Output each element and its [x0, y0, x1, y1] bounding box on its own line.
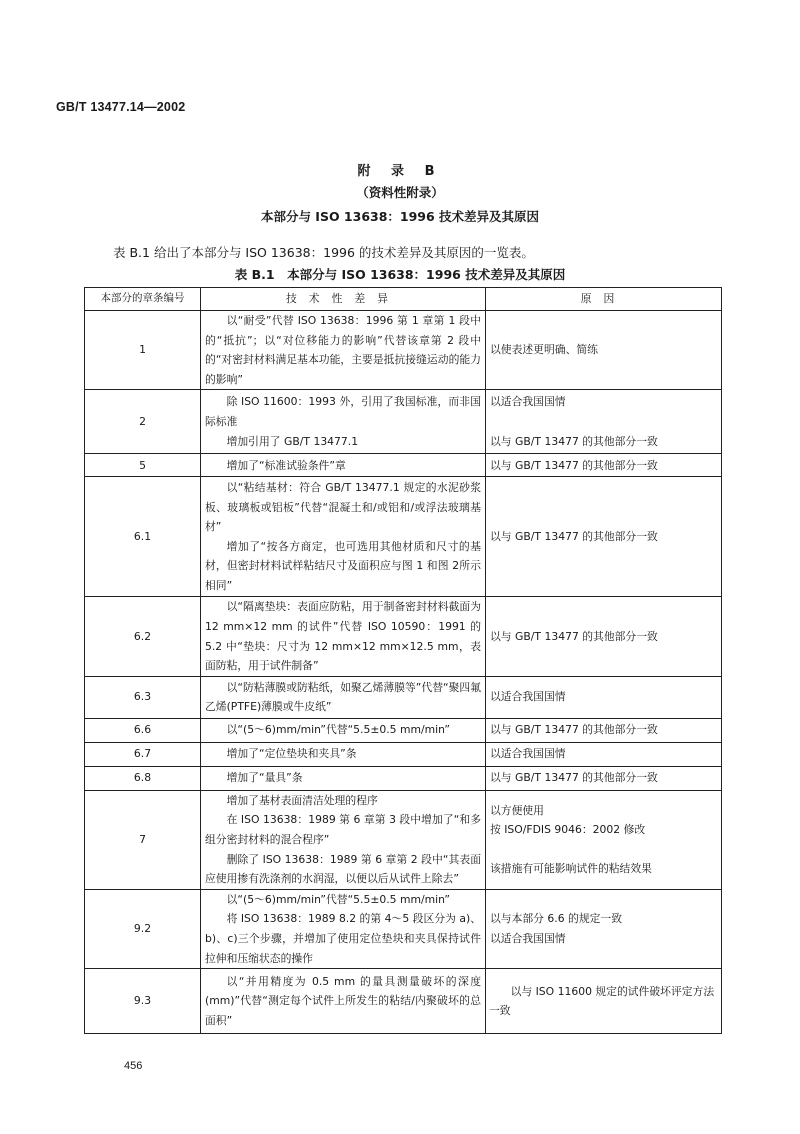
reason-line: 以与 GB/T 13477 的其他部分一致	[490, 458, 658, 472]
reason-line: 以与 GB/T 13477 的其他部分一致	[490, 723, 658, 737]
table-row	[85, 311, 722, 390]
technical-difference	[201, 718, 486, 742]
reason	[486, 454, 722, 477]
reason	[486, 597, 722, 676]
clause-number: 9.2	[85, 889, 201, 968]
table-row	[85, 454, 722, 477]
reason-line: 该措施有可能影响试件的粘结效果	[490, 862, 652, 876]
table-row	[85, 766, 722, 790]
technical-difference	[201, 889, 486, 968]
reason-line: 以适合我国国情	[490, 747, 566, 761]
table-row	[85, 390, 722, 454]
technical-differences-table	[84, 287, 722, 1034]
difference-paragraph: 除 ISO 11600：1993 外，引用了我国标准，而非国际标准	[205, 395, 481, 429]
appendix-heading: 本部分与 ISO 13638：1996 技术差异及其原因	[260, 209, 540, 224]
page-number: 456	[124, 1060, 143, 1072]
difference-paragraph: 增加了“量具”条	[226, 771, 303, 785]
column-header-difference: 技术性差异	[201, 288, 486, 311]
table-row	[85, 889, 722, 968]
technical-difference	[201, 742, 486, 766]
reason-line: 以适合我国国情	[490, 931, 566, 945]
difference-paragraph: 删除了 ISO 13638：1989 第 6 章第 2 段中“其表面应使用掺有洗涤剂的水润湿，以便以后从试件上除去”	[205, 852, 481, 886]
difference-paragraph: 将 ISO 13638：1989 8.2 的第 4～5 段区分为 a)、b)、c)三个步骤，并增加了使用定位垫块和夹具保持试件拉伸和压缩状态的操作	[205, 912, 481, 965]
clause-number: 6.3	[85, 676, 201, 718]
difference-paragraph: 以“防粘薄膜或防粘纸，如聚乙烯薄膜等”代替“聚四氟乙烯(PTFE)薄膜或牛皮纸”	[205, 680, 481, 714]
clause-number: 6.8	[85, 766, 201, 790]
difference-paragraph: 增加了“按各方商定，也可选用其他材质和尺寸的基材，但密封材料试样粘结尺寸及面积应与图 1 和图 2所示相同”	[205, 539, 481, 593]
table-caption: 表 B.1 本部分与 ISO 13638：1996 技术差异及其原因	[234, 267, 566, 282]
clause-number: 9.3	[85, 969, 201, 1034]
standard-code: GB/T 13477.14—2002	[56, 100, 186, 114]
technical-difference	[201, 676, 486, 718]
clause-number: 5	[85, 454, 201, 477]
table-row	[85, 969, 722, 1034]
difference-paragraph: 以“(5～6)mm/min”代替“5.5±0.5 mm/min”	[226, 892, 451, 906]
table-row	[85, 790, 722, 889]
reason	[486, 718, 722, 742]
reason	[486, 889, 722, 968]
difference-paragraph: 以“(5～6)mm/min”代替“5.5±0.5 mm/min”	[226, 723, 451, 737]
clause-number: 1	[85, 311, 201, 390]
technical-difference	[201, 311, 486, 390]
reason-line: 以适合我国国情	[490, 690, 566, 704]
difference-paragraph: 以“耐受”代替 ISO 13638：1996 第 1 章第 1 段中的“抵抗”；以“对位移能力的影响”代替该章第 2 段中的“对密封材料满足基本功能，主要是抵抗接缝运动的能力的影响”	[205, 314, 481, 386]
difference-paragraph: 在 ISO 13638：1989 第 6 章第 3 段中增加了“和多组分密封材料的混合程序”	[205, 813, 481, 846]
clause-number: 6.1	[85, 477, 201, 597]
reason	[486, 311, 722, 390]
column-header-clause: 本部分的章条编号	[85, 288, 201, 311]
technical-difference	[201, 390, 486, 454]
reason-line: 按 ISO/FDIS 9046：2002 修改	[490, 823, 646, 837]
reason-line: 以与 GB/T 13477 的其他部分一致	[490, 629, 658, 643]
difference-paragraph: 以“并用精度为 0.5 mm 的量具测量破坏的深度(mm)”代替“测定每个试件上所发生的粘结/内聚破坏的总面积”	[205, 974, 481, 1027]
reason-line: 以与 GB/T 13477 的其他部分一致	[490, 771, 658, 785]
reason-line: 以使表述更明确、简练	[490, 343, 598, 357]
difference-paragraph: 以“粘结基材：符合 GB/T 13477.1 规定的水泥砂浆板、玻璃板或铝板”代替“混凝土和/或铝和/或浮法玻璃基材”	[205, 481, 481, 534]
table-row	[85, 477, 722, 597]
reason	[486, 477, 722, 597]
reason	[486, 742, 722, 766]
table-row	[85, 597, 722, 676]
reason-line: 以适合我国国情	[490, 395, 566, 409]
technical-difference	[201, 597, 486, 676]
technical-difference	[201, 766, 486, 790]
column-header-reason: 原因	[486, 288, 722, 311]
clause-number: 6.6	[85, 718, 201, 742]
intro-paragraph: 表 B.1 给出了本部分与 ISO 13638：1996 的技术差异及其原因的一览表。	[113, 245, 534, 260]
clause-number: 7	[85, 790, 201, 889]
reason-spacer	[490, 840, 717, 860]
reason	[486, 676, 722, 718]
reason	[486, 969, 722, 1034]
reason-spacer	[490, 412, 717, 432]
table-row	[85, 742, 722, 766]
difference-paragraph: 增加引用了 GB/T 13477.1	[226, 434, 359, 448]
technical-difference	[201, 969, 486, 1034]
table-row	[85, 718, 722, 742]
appendix-title: 附 录 B	[357, 164, 443, 179]
reason-line: 以与 GB/T 13477 的其他部分一致	[490, 530, 658, 544]
reason-line: 以与本部分 6.6 的规定一致	[490, 912, 623, 926]
table-header-row	[85, 288, 722, 311]
clause-number: 6.2	[85, 597, 201, 676]
difference-paragraph: 增加了“定位垫块和夹具”条	[226, 747, 357, 761]
reason	[486, 390, 722, 454]
technical-difference	[201, 790, 486, 889]
difference-paragraph: 以“隔离垫块：表面应防粘，用于制备密封材料截面为 12 mm×12 mm 的试件”代替 ISO 10590：1991 的 5.2 中“垫块：尺寸为 12 mm×12 mm×12.5 mm，表面防粘，用于试件制备”	[205, 600, 481, 673]
reason	[486, 766, 722, 790]
difference-paragraph: 增加了基材表面清洁处理的程序	[226, 793, 378, 807]
clause-number: 2	[85, 390, 201, 454]
clause-number: 6.7	[85, 742, 201, 766]
technical-difference	[201, 454, 486, 477]
technical-difference	[201, 477, 486, 597]
reason-line: 以与 GB/T 13477 的其他部分一致	[490, 434, 658, 448]
reason	[486, 790, 722, 889]
table-row	[85, 676, 722, 718]
difference-paragraph: 增加了“标准试验条件”章	[226, 458, 346, 472]
reason-line: 以与 ISO 11600 规定的试件破坏评定方法一致	[489, 984, 715, 1018]
reason-line: 以方便使用	[490, 803, 544, 817]
appendix-subtitle: （资料性附录）	[356, 185, 444, 200]
table-body	[85, 311, 722, 1034]
